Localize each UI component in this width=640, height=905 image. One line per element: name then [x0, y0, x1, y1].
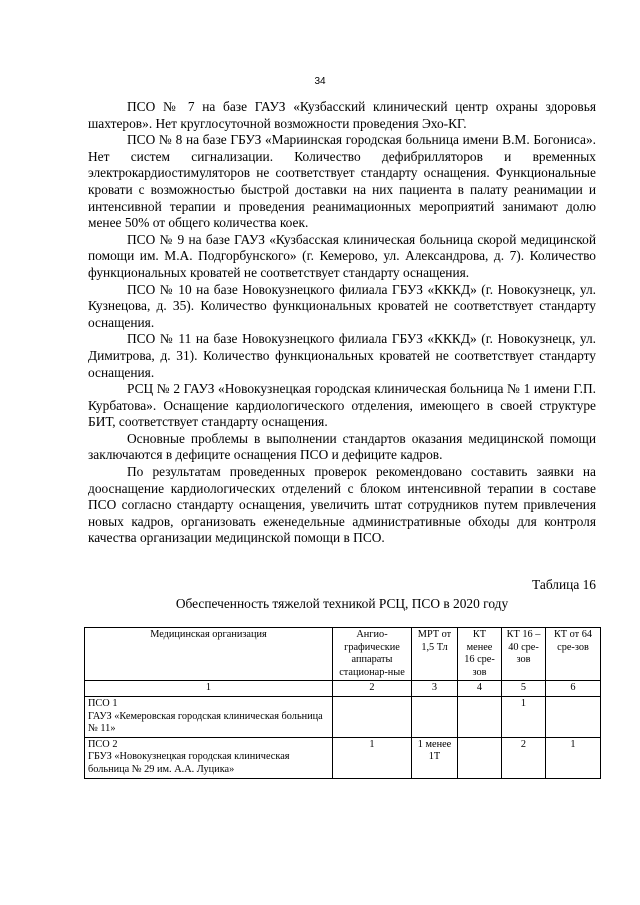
- paragraph-pso-10: ПСО № 10 на базе Новокузнецкого филиала ГБУЗ «КККД» (г. Новокузнецк, ул. Кузнецова, д. 35). Количество функциональных кроватей не соответствует стандарту оснащения.: [88, 281, 596, 330]
- org-name: ГБУЗ «Новокузнецкая городская клиническая больница № 29 им. А.А. Луцика»: [88, 751, 290, 775]
- kt-lt16-cell: [458, 696, 502, 737]
- table-header-row: [85, 628, 601, 681]
- mrt-cell: 1 менее 1Т: [412, 737, 458, 778]
- paragraph-pso-9: ПСО № 9 на базе ГАУЗ «Кузбасская клиническая больница скорой медицинской помощи им. М.А. Подгорбунского» (г. Кемерово, ул. Александрова, д. 7). Количество функциональных кроватей не соответствует стандарту оснащения.: [88, 231, 596, 280]
- header-angio: Ангио-графические аппараты стационар-ные: [333, 628, 412, 681]
- paragraph-recommendations: По результатам проведенных проверок рекомендовано составить заявки на дооснащение кардиологических отделений с блоком интенсивной терапии в составе ПСО согласно стандарту оснащения, увеличить штат сотрудников путем привлечения новых кадров, организовать еженедельные административные обходы для контроля качества организации медицинской помощи в ПСО.: [88, 464, 596, 546]
- paragraph-pso-11: ПСО № 11 на базе Новокузнецкого филиала ГБУЗ «КККД» (г. Новокузнецк, ул. Димитрова, д. 31). Количество функциональных кроватей не соответствует стандарту оснащения.: [88, 331, 596, 380]
- paragraph-pso-7: ПСО № 7 на базе ГАУЗ «Кузбасский клинический центр охраны здоровья шахтеров». Нет круглосуточной возможности проведения Эхо-КГ.: [88, 99, 596, 131]
- organization-cell: [85, 737, 333, 778]
- kt-16-40-cell: 1: [502, 696, 546, 737]
- table-row: [85, 696, 601, 737]
- mrt-cell: [412, 696, 458, 737]
- header-kt-16-40: КТ 16 – 40 сре-зов: [502, 628, 546, 681]
- table-number: Таблица 16: [532, 577, 596, 592]
- header-kt-lt16: КТ менее 16 сре-зов: [458, 628, 502, 681]
- org-code: ПСО 2: [88, 738, 118, 750]
- angio-cell: 1: [333, 737, 412, 778]
- column-number: 5: [502, 681, 546, 697]
- header-mrt: МРТ от 1,5 Тл: [412, 628, 458, 681]
- equipment-table: [84, 627, 601, 779]
- body-text: [88, 99, 596, 547]
- column-number: 1: [85, 681, 333, 697]
- paragraph-rsc-2: РСЦ № 2 ГАУЗ «Новокузнецкая городская клиническая больница № 1 имени Г.П. Курбатова». Оснащение кардиологического отделения, имеющего в своей структуре БИТ, соответствует стандарту оснащения.: [88, 381, 596, 430]
- page-number: 34: [314, 76, 326, 87]
- column-number: 6: [546, 681, 601, 697]
- column-number: 4: [458, 681, 502, 697]
- column-number-row: [85, 681, 601, 697]
- organization-cell: [85, 696, 333, 737]
- kt-64-cell: [546, 696, 601, 737]
- org-name: ГАУЗ «Кемеровская городская клиническая больница № 11»: [88, 710, 323, 735]
- kt-16-40-cell: 2: [502, 737, 546, 778]
- table-title: Обеспеченность тяжелой техникой РСЦ, ПСО в 2020 году: [175, 596, 509, 611]
- angio-cell: [333, 696, 412, 737]
- org-code: ПСО 1: [88, 697, 118, 709]
- kt-lt16-cell: [458, 737, 502, 778]
- paragraph-pso-8: ПСО № 8 на базе ГБУЗ «Мариинская городская больница имени В.М. Богониса». Нет систем сигнализации. Количество дефибрилляторов и временных электрокардиостимуляторов не соответствует стандарту оснащения. Функциональные кровати с возможностью быстрой доставки на них пациента в палату реанимации и интенсивной терапии и проведения реанимационных мероприятий занимают долю менее 50% от общего количества коек.: [88, 132, 596, 231]
- paragraph-main-problems: Основные проблемы в выполнении стандартов оказания медицинской помощи заключаются в дефиците оснащения ПСО и дефиците кадров.: [88, 430, 596, 463]
- column-number: 3: [412, 681, 458, 697]
- column-number: 2: [333, 681, 412, 697]
- header-kt-64: КТ от 64 сре-зов: [546, 628, 601, 681]
- kt-64-cell: 1: [546, 737, 601, 778]
- header-organization: Медицинская организация: [85, 628, 333, 681]
- table-row: [85, 737, 601, 778]
- table-caption: [88, 576, 596, 613]
